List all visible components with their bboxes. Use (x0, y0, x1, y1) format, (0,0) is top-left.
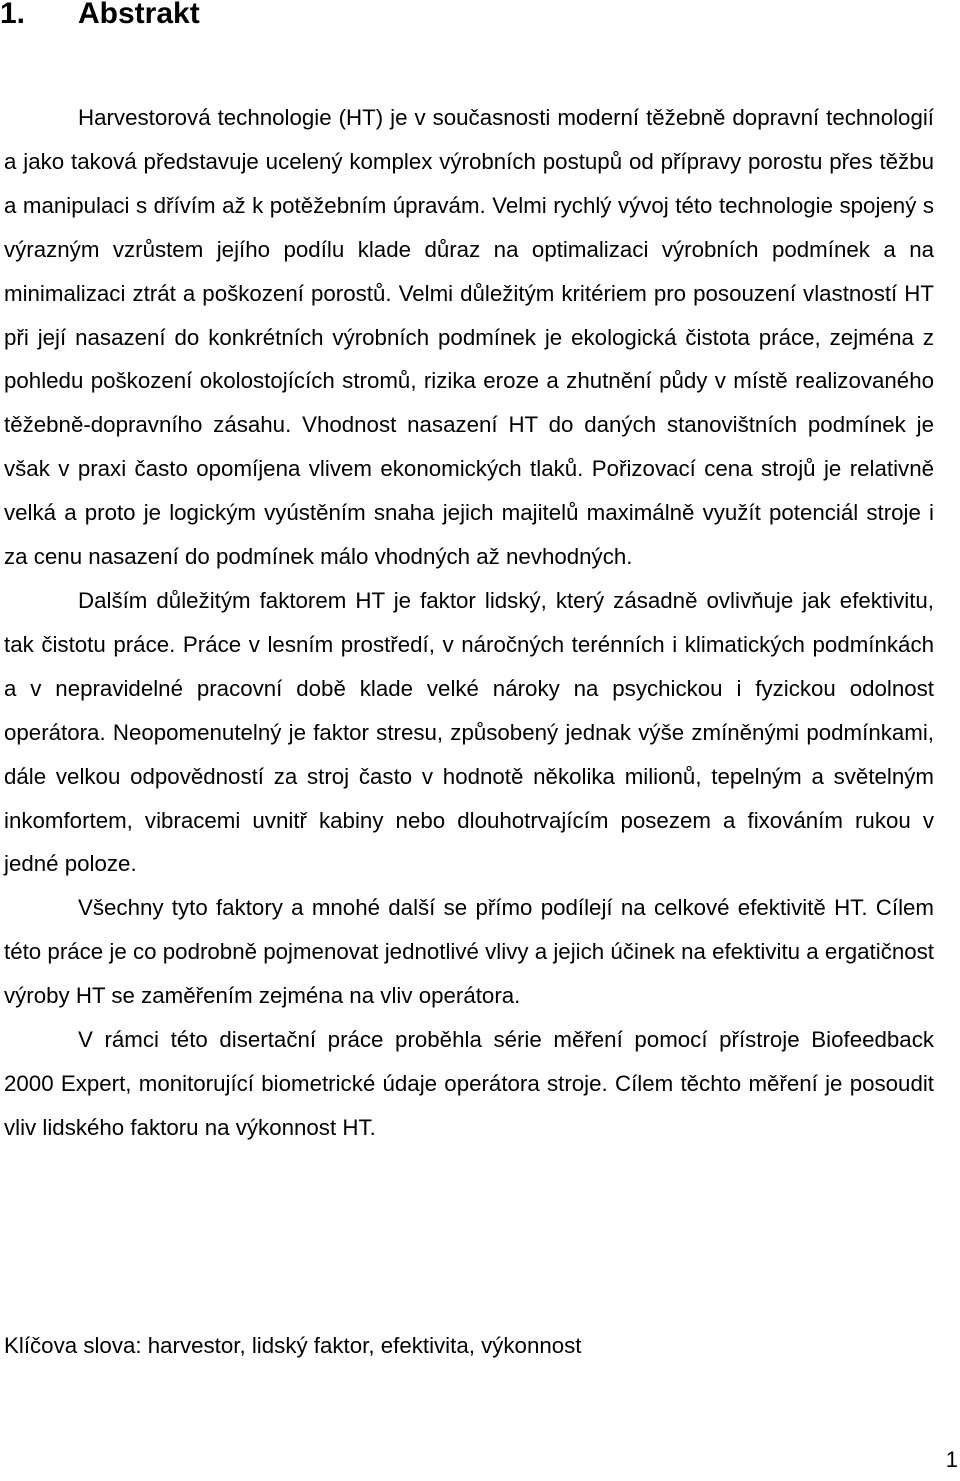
section-heading (0, 0, 200, 36)
paragraph-intro: Harvestorová technologie (HT) je v současnosti moderní těžebně dopravní technologií a jako taková představuje ucelený komplex výrobních postupů od přípravy porostu přes těžbu a manipulaci s dřívím až k potěžebním úpravám. Velmi rychlý vývoj této technologie spojený s výrazným vzrůstem jejího podílu klade důraz na optimalizaci výrobních podmínek a na minimalizaci ztrát a poškození porostů. Velmi důležitým kritériem pro posouzení vlastností HT při její nasazení do konkrétních výrobních podmínek je ekologická čistota práce, zejména z pohledu poškození okolostojících stromů, rizika eroze a zhutnění půdy v místě realizovaného těžebně-dopravního zásahu. Vhodnost nasazení HT do daných stanovištních podmínek je však v praxi často opomíjena vlivem ekonomických tlaků. Pořizovací cena strojů je relativně velká a proto je logickým vyústěním snaha jejich majitelů maximálně využít potenciál stroje i za cenu nasazení do podmínek málo vhodných až nevhodných. (4, 105, 934, 570)
paragraph-measurement: V rámci této disertační práce proběhla série měření pomocí přístroje Biofeedback 2000 Expert, monitorující biometrické údaje operátora stroje. Cílem těchto měření je posoudit vliv lidského faktoru na výkonnost HT. (4, 1027, 934, 1140)
page-number: 1 (945, 1447, 958, 1472)
section-number: 1. (0, 0, 26, 30)
paragraph-goal: Všechny tyto faktory a mnohé další se přímo podílejí na celkové efektivitě HT. Cílem této práce je co podrobně pojmenovat jednotlivé vlivy a jejich účinek na efektivitu a ergatičnost výroby HT se zaměřením zejména na vliv operátora. (4, 895, 934, 1009)
paragraph-human-factor: Dalším důležitým faktorem HT je faktor lidský, který zásadně ovlivňuje jak efektivitu, tak čistotu práce. Práce v lesním prostředí, v náročných terénních i klimatických podmínkách a v nepravidelné pracovní době klade velké nároky na psychickou i fyzickou odolnost operátora. Neopomenutelný je faktor stresu, způsobený jednak výše zmíněnými podmínkami, dále velkou odpovědností za stroj často v hodnotě několika milionů, tepelným a světelným inkomfortem, vibracemi uvnitř kabiny nebo dlouhotrvajícím posezem a fixováním rukou v jedné poloze. (4, 587, 934, 877)
keywords-line: Klíčova slova: harvestor, lidský faktor, efektivita, výkonnost (4, 1333, 582, 1358)
section-title: Abstrakt (78, 0, 200, 30)
abstract-body (4, 96, 934, 1150)
